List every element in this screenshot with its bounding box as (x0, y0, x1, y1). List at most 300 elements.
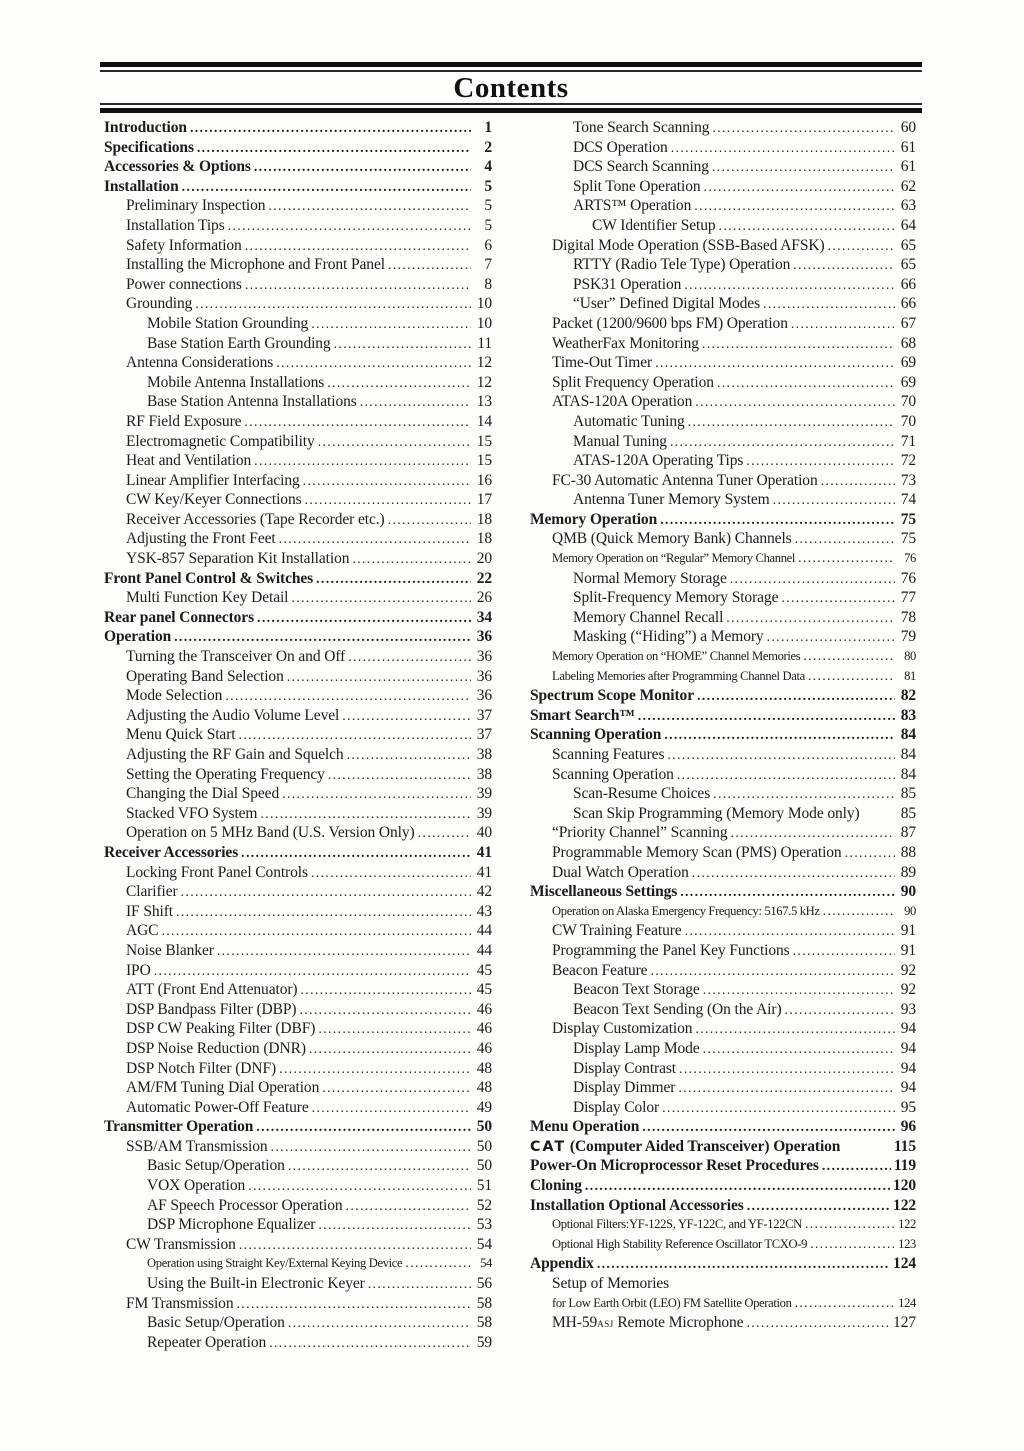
toc-entry-label: Programmable Memory Scan (PMS) Operation (552, 843, 842, 861)
toc-entry-label: FM Transmission (126, 1294, 234, 1312)
dot-leader (268, 196, 471, 217)
dot-leader (695, 1019, 895, 1040)
toc-page-number: 5 (484, 216, 492, 234)
toc-page-number: 71 (900, 432, 916, 450)
toc-page-number: 58 (476, 1314, 492, 1332)
toc-page-number: 74 (900, 491, 916, 509)
dot-leader (225, 686, 471, 707)
toc-entry-label: Setup of Memories (552, 1275, 670, 1293)
toc-entry-label: Scanning Features (552, 746, 665, 763)
toc-entry-label: Dual Watch Operation (552, 863, 689, 881)
toc-page-number: 120 (893, 1177, 916, 1195)
dot-leader (238, 725, 471, 746)
dot-leader (305, 490, 471, 511)
toc-page-number: 90 (904, 903, 916, 918)
toc-page-number: 63 (900, 197, 916, 215)
toc-entry (530, 549, 916, 569)
dot-leader (279, 1059, 471, 1080)
toc-entry-label: Multi Function Key Detail (126, 589, 289, 607)
toc-page-number: 122 (893, 1196, 916, 1214)
toc-page-number: 85 (900, 804, 916, 822)
toc-page-number: 78 (900, 608, 916, 626)
dot-leader (793, 941, 895, 962)
toc-entry (530, 510, 916, 530)
dot-leader (642, 1117, 895, 1138)
toc-entry-label: Basic Setup/Operation (147, 1157, 285, 1175)
dot-leader (821, 471, 895, 492)
dot-leader (746, 1313, 890, 1334)
toc-entry (104, 569, 492, 589)
toc-entry (104, 177, 492, 197)
toc-entry (104, 1294, 492, 1314)
toc-entry (104, 314, 492, 334)
toc-entry-label: Display Customization (552, 1020, 693, 1038)
toc-page-number: 61 (900, 158, 916, 176)
toc-page-number: 76 (900, 569, 916, 587)
toc-entry-label: Locking Front Panel Controls (126, 863, 308, 881)
toc-entry (530, 882, 916, 902)
toc-entry-label: Front Panel Control & Switches (104, 569, 314, 587)
toc-entry (530, 373, 916, 393)
dot-leader (190, 118, 471, 139)
toc-entry-label: Operation using Straight Key/External Keying Device (147, 1256, 403, 1271)
dot-leader (245, 236, 471, 257)
toc-entry (530, 138, 916, 158)
toc-page-number: 46 (476, 1020, 492, 1038)
toc-entry-label: Installation (104, 177, 179, 195)
dot-leader (388, 255, 471, 276)
toc-label-part: Remote Microphone (613, 1314, 744, 1332)
toc-entry (530, 1176, 916, 1196)
toc-page-number: 65 (900, 236, 916, 254)
toc-page-number: 76 (904, 551, 916, 566)
dot-leader (328, 765, 471, 786)
toc-entry-label: Installing the Microphone and Front Panel (126, 256, 385, 274)
toc-entry (104, 1196, 492, 1216)
toc-page-number: 69 (900, 373, 916, 391)
toc-entry (104, 725, 492, 745)
toc-page-number: 84 (900, 726, 916, 744)
toc-entry-label: CW Key/Keyer Connections (126, 491, 302, 509)
dot-leader (730, 569, 895, 590)
toc-page-number: 8 (484, 275, 492, 293)
toc-page-number: 20 (476, 550, 492, 568)
toc-page-number: 13 (476, 393, 492, 411)
toc-entry-label: DSP CW Peaking Filter (DBF) (126, 1020, 316, 1038)
toc-page-number: 54 (476, 1235, 492, 1253)
toc-entry-label: Optional Filters:YF-122S, YF-122C, and YF-122CN (552, 1217, 802, 1232)
dot-leader (299, 1000, 471, 1021)
toc-entry (530, 1059, 916, 1079)
toc-entry (530, 706, 916, 726)
dot-leader (254, 157, 471, 178)
toc-entry (530, 725, 916, 745)
toc-entry (530, 392, 916, 412)
dot-leader (803, 647, 895, 667)
dot-leader (368, 1274, 471, 1295)
toc-page-number: 92 (900, 961, 916, 979)
toc-page-number: 83 (900, 706, 916, 724)
toc-entry (104, 1156, 492, 1176)
toc-entry (104, 432, 492, 452)
toc-entry (530, 490, 916, 510)
toc-entry-label: CW Transmission (126, 1235, 236, 1253)
toc-page-number: 79 (900, 628, 916, 646)
dot-leader (773, 490, 895, 511)
toc-entry-label: VOX Operation (147, 1177, 246, 1195)
toc-entry (530, 529, 916, 549)
dot-leader (309, 1039, 471, 1060)
toc-page-number: 81 (904, 668, 916, 683)
toc-entry-label: Scan Skip Programming (Memory Mode only) (573, 804, 860, 822)
toc-entry-label: for Low Earth Orbit (LEO) FM Satellite Operation (552, 1295, 792, 1310)
dot-leader (719, 216, 895, 237)
dot-leader (217, 941, 471, 962)
toc-page-number: 84 (900, 746, 916, 763)
dot-leader (679, 1059, 895, 1080)
toc-entry (104, 804, 492, 824)
toc-entry-label: DSP Microphone Equalizer (147, 1216, 316, 1234)
toc-page-number: 44 (476, 941, 492, 959)
toc-entry (104, 118, 492, 138)
toc-entry (104, 236, 492, 256)
title-underline-rule (100, 103, 922, 113)
toc-entry-label: Normal Memory Storage (573, 569, 727, 587)
toc-entry (104, 373, 492, 393)
toc-entry (530, 627, 916, 647)
toc-page-number: 64 (900, 216, 916, 234)
dot-leader (678, 1078, 895, 1099)
toc-entry (104, 706, 492, 726)
toc-entry-label: ATAS-120A Operation (552, 393, 693, 411)
toc-entry-label: Electromagnetic Compatibility (126, 432, 315, 450)
toc-entry (104, 1000, 492, 1020)
toc-entry-label: Tone Search Scanning (573, 119, 710, 136)
dot-leader (712, 118, 895, 139)
dot-leader (717, 373, 895, 394)
toc-page-number: 12 (476, 373, 492, 391)
toc-entry (530, 765, 916, 785)
toc-entry (530, 1274, 916, 1294)
dot-leader (316, 569, 471, 590)
toc-entry-label: Preliminary Inspection (126, 197, 266, 215)
toc-page-number: 5 (484, 177, 492, 195)
dot-leader (677, 765, 895, 786)
toc-entry-label: Turning the Transceiver On and Off (126, 648, 346, 666)
toc-page-number: 66 (900, 295, 916, 313)
toc-page-number: 16 (476, 471, 492, 489)
toc-page-number: 18 (476, 530, 492, 548)
dot-leader (662, 1098, 895, 1119)
dot-leader (300, 980, 471, 1001)
toc-entry-label: Basic Setup/Operation (147, 1314, 285, 1332)
dot-leader (781, 588, 895, 609)
toc-page-number: 94 (900, 1039, 916, 1057)
toc-entry (104, 882, 492, 902)
toc-entry-label: Memory Channel Recall (573, 608, 724, 626)
toc-entry (104, 1274, 492, 1294)
toc-entry (104, 823, 492, 843)
toc-entry-label: Split Frequency Operation (552, 373, 714, 391)
toc-page-number: 15 (476, 452, 492, 470)
toc-page-number: 10 (476, 295, 492, 313)
toc-page-number: 15 (476, 432, 492, 450)
toc-entry (530, 667, 916, 687)
toc-entry-label: “User” Defined Digital Modes (573, 295, 761, 313)
toc-entry (104, 1117, 492, 1137)
toc-entry (104, 1137, 492, 1157)
toc-entry-label: Smart Search™ (530, 706, 635, 724)
dot-leader (282, 784, 471, 805)
dot-leader (248, 1176, 471, 1197)
toc-page-number: 44 (476, 922, 492, 940)
toc-page-number: 94 (900, 1020, 916, 1038)
toc-entry-label: DSP Noise Reduction (DNR) (126, 1039, 306, 1057)
dot-leader (694, 196, 895, 217)
dot-leader (288, 1313, 471, 1334)
toc-entry (530, 196, 916, 216)
toc-entry-label: Menu Operation (530, 1118, 640, 1136)
dot-leader (704, 177, 895, 198)
toc-page-number: 43 (476, 902, 492, 920)
dot-leader (318, 1019, 471, 1040)
toc-entry-label: Memory Operation on “Regular” Memory Channel (552, 551, 796, 566)
toc-entry (104, 941, 492, 961)
toc-entry (104, 765, 492, 785)
toc-page-number: 51 (476, 1177, 492, 1195)
toc-entry (530, 1000, 916, 1020)
toc-entry-label: DCS Operation (573, 138, 668, 156)
toc-entry-label: Linear Amplifier Interfacing (126, 471, 300, 489)
toc-page-number: 7 (484, 256, 492, 274)
toc-page-number: 37 (476, 706, 492, 724)
dot-leader (823, 902, 895, 922)
toc-entry (104, 549, 492, 569)
toc-entry (530, 1196, 916, 1216)
toc-page-number: 93 (900, 1000, 916, 1018)
toc-entry (530, 941, 916, 961)
dot-leader (713, 784, 895, 805)
toc-entry-label: WeatherFax Monitoring (552, 334, 699, 352)
toc-entry-label: Changing the Dial Speed (126, 785, 280, 803)
toc-entry-label: Grounding (126, 295, 193, 313)
toc-page-number: 39 (476, 785, 492, 803)
toc-entry (530, 294, 916, 314)
dot-leader (405, 1254, 471, 1274)
toc-page-number: 60 (900, 119, 916, 136)
toc-page-number: 85 (900, 785, 916, 803)
dot-leader (260, 804, 471, 825)
toc-page-number: 40 (476, 824, 492, 842)
toc-entry (530, 157, 916, 177)
toc-entry (530, 334, 916, 354)
toc-entry-label: Operation (104, 628, 172, 646)
dot-leader (279, 529, 471, 550)
dot-leader (388, 510, 471, 531)
dot-leader (360, 392, 471, 413)
toc-entry-label: Scanning Operation (530, 726, 662, 744)
toc-entry (530, 863, 916, 883)
toc-entry (104, 334, 492, 354)
dot-leader (197, 138, 471, 159)
toc-page-number: 75 (900, 510, 916, 528)
toc-entry-label: Time-Out Timer (552, 354, 653, 372)
toc-entry-label: Stacked VFO System (126, 804, 258, 822)
toc-entry (104, 255, 492, 275)
toc-entry-label: ARTS™ Operation (573, 197, 692, 215)
dot-leader (828, 236, 895, 257)
dot-leader (241, 843, 471, 864)
toc-page-number: 61 (900, 138, 916, 156)
toc-entry (104, 1333, 492, 1353)
toc-page-number: 49 (476, 1098, 492, 1116)
toc-entry (530, 569, 916, 589)
toc-entry-label: CW Training Feature (552, 922, 682, 940)
toc-entry-label: Rear panel Connectors (104, 608, 255, 626)
toc-entry (104, 784, 492, 804)
toc-entry-label (552, 1313, 743, 1336)
toc-page-number: 36 (476, 687, 492, 705)
toc-page-number: 124 (893, 1255, 916, 1273)
toc-entry (530, 608, 916, 628)
toc-page-number: 41 (476, 843, 492, 861)
dot-leader (418, 823, 471, 844)
dot-leader (322, 1078, 471, 1099)
toc-entry (104, 451, 492, 471)
toc-entry (530, 353, 916, 373)
dot-leader (585, 1176, 890, 1197)
toc-entry-label: Antenna Considerations (126, 354, 274, 372)
toc-entry (104, 1019, 492, 1039)
toc-entry (530, 412, 916, 432)
dot-leader (667, 745, 895, 766)
toc-entry (530, 921, 916, 941)
toc-entry (104, 647, 492, 667)
toc-entry-label: AM/FM Tuning Dial Operation (126, 1079, 320, 1097)
toc-entry (104, 1176, 492, 1196)
dot-leader (731, 823, 895, 844)
toc-entry (530, 275, 916, 295)
toc-page-number: 115 (893, 1137, 916, 1155)
toc-entry (530, 823, 916, 843)
toc-entry-label: DSP Bandpass Filter (DBP) (126, 1000, 297, 1018)
toc-entry-label: Masking (“Hiding”) a Memory (573, 628, 764, 646)
dot-leader (798, 549, 895, 569)
toc-entry-label: Automatic Tuning (573, 412, 685, 430)
toc-entry-label: Setting the Operating Frequency (126, 765, 325, 783)
toc-entry (530, 588, 916, 608)
toc-entry (104, 157, 492, 177)
toc-entry-label: Safety Information (126, 236, 242, 254)
dot-leader (303, 471, 471, 492)
toc-page-number: 94 (900, 1059, 916, 1077)
toc-page-number: 5 (484, 197, 492, 215)
toc-entry-label: Display Color (573, 1098, 660, 1116)
toc-page-number: 1 (484, 119, 492, 136)
dot-leader (174, 627, 471, 648)
dot-leader (655, 353, 895, 374)
toc-page-number: 45 (476, 961, 492, 979)
toc-entry (104, 1098, 492, 1118)
toc-page-number: 92 (900, 981, 916, 999)
toc-label-part: MH-59 (552, 1314, 598, 1332)
toc-entry-label: DCS Search Scanning (573, 158, 709, 176)
dot-leader (239, 1235, 471, 1256)
toc-entry (104, 627, 492, 647)
dot-leader (747, 1196, 890, 1217)
toc-entry-label: Memory Operation (530, 510, 658, 528)
toc-page-number: 50 (476, 1137, 492, 1155)
dot-leader (245, 275, 471, 296)
toc-entry (104, 275, 492, 295)
toc-entry (104, 902, 492, 922)
toc-entry-label: Base Station Earth Grounding (147, 334, 331, 352)
dot-leader (680, 882, 895, 903)
toc-entry-label: ATAS-120A Operating Tips (573, 452, 744, 470)
toc-entry (530, 1254, 916, 1274)
toc-page-number: 124 (898, 1295, 916, 1310)
toc-entry-label: PSK31 Operation (573, 275, 682, 293)
dot-leader (347, 745, 471, 766)
toc-column-right (530, 118, 916, 1352)
toc-column-left (104, 118, 492, 1352)
toc-entry (104, 1313, 492, 1333)
toc-entry-label: AF Speech Processor Operation (147, 1196, 343, 1214)
dot-leader (176, 902, 471, 923)
toc-entry-label: Memory Operation on “HOME” Channel Memories (552, 649, 801, 664)
dot-leader (244, 412, 471, 433)
toc-page-number: 54 (480, 1256, 492, 1271)
toc-entry (104, 1039, 492, 1059)
toc-page-number: 122 (898, 1217, 916, 1232)
toc-entry-label: CW Identifier Setup (592, 216, 716, 234)
toc-page-number: 36 (476, 628, 492, 646)
dot-leader (291, 588, 471, 609)
toc-page-number: 75 (900, 530, 916, 548)
toc-page-number: 90 (900, 883, 916, 901)
toc-entry-label: Mobile Station Grounding (147, 314, 309, 332)
dot-leader (161, 921, 471, 942)
toc-entry (530, 1117, 916, 1137)
toc-entry-label: Repeater Operation (147, 1333, 267, 1351)
toc-entry (104, 843, 492, 863)
dot-leader (746, 451, 895, 472)
toc-entry-label: Manual Tuning (573, 432, 667, 450)
toc-page-number: 94 (900, 1079, 916, 1097)
toc-entry-label: Scanning Operation (552, 765, 674, 783)
toc-entry (530, 1137, 916, 1157)
toc-page-number: 89 (900, 863, 916, 881)
toc-page-number: 91 (900, 941, 916, 959)
toc-entry (530, 784, 916, 804)
top-double-rule (100, 62, 922, 72)
toc-page-number: 62 (900, 177, 916, 195)
dot-leader (660, 510, 895, 531)
toc-page-number: 50 (476, 1118, 492, 1136)
dot-leader (287, 667, 471, 688)
toc-page-number: 39 (476, 804, 492, 822)
toc-entry (530, 1039, 916, 1059)
toc-page-number: 68 (900, 334, 916, 352)
dot-leader (195, 294, 471, 315)
page-content (100, 62, 922, 1352)
toc-entry (104, 1078, 492, 1098)
toc-page-number: 59 (476, 1333, 492, 1351)
dot-leader (288, 1156, 471, 1177)
dot-leader (327, 373, 471, 394)
toc-entry (104, 490, 492, 510)
dot-leader (311, 863, 471, 884)
